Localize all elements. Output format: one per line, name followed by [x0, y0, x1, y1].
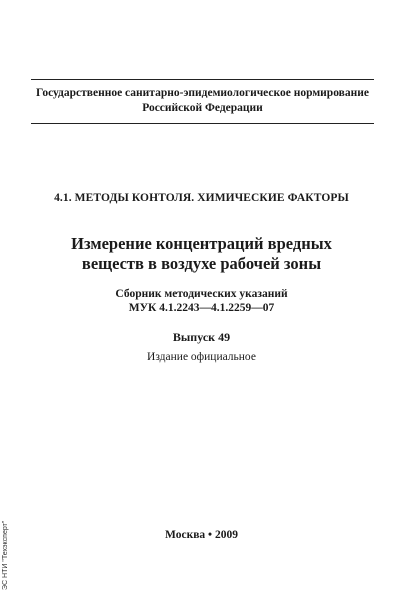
- header-line-1: Государственное санитарно-эпидемиологическое нормирование: [36, 87, 369, 99]
- series-title: 4.1. МЕТОДЫ КОНТОЛЯ. ХИМИЧЕСКИЕ ФАКТОРЫ: [54, 192, 349, 204]
- edition-note: Издание официальное: [147, 351, 256, 363]
- header-line-2: Российской Федерации: [142, 102, 263, 114]
- issue-number: Выпуск 49: [172, 330, 231, 344]
- subtitle-line-2: МУК 4.1.2243—4.1.2259—07: [128, 302, 275, 314]
- subtitle-line-1: Сборник методических указаний: [115, 288, 288, 300]
- main-title-line-1: Измерение концентраций вредных: [71, 234, 332, 253]
- place-and-year: Москва • 2009: [165, 529, 238, 541]
- header-frame: [31, 79, 374, 124]
- main-title-line-2: веществ в воздухе рабочей зоны: [81, 254, 322, 273]
- side-stamp: ЭС НТИ "Техэксперт": [2, 520, 9, 590]
